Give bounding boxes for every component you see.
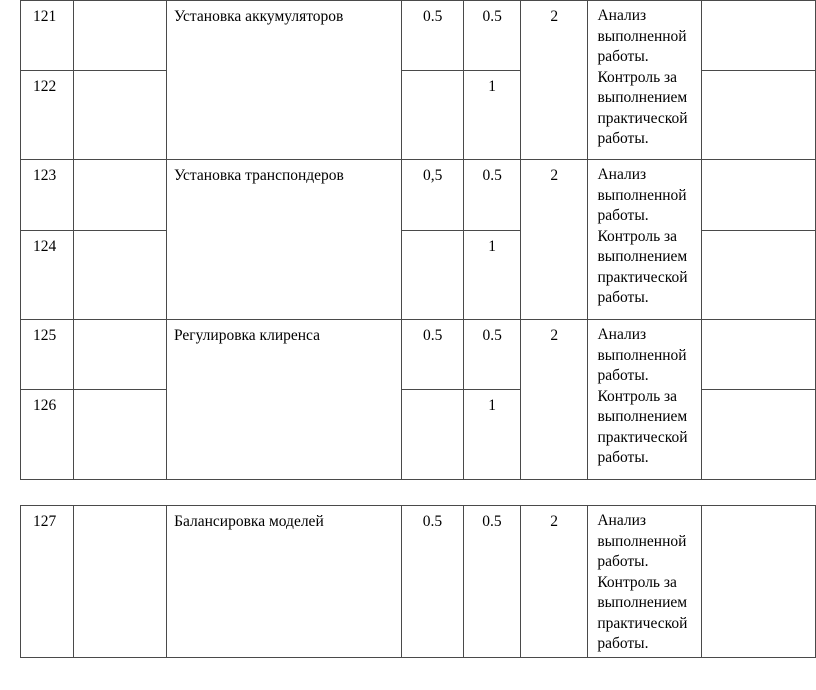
date-cell bbox=[73, 506, 167, 658]
remarks-cell bbox=[702, 1, 816, 71]
table-row bbox=[21, 1, 816, 71]
hours-practice: 0.5 bbox=[464, 320, 521, 390]
table-row bbox=[21, 506, 816, 658]
lesson-number: 126 bbox=[21, 390, 74, 480]
lesson-number: 124 bbox=[21, 231, 74, 320]
lesson-number: 125 bbox=[21, 320, 74, 390]
hours-theory bbox=[402, 231, 464, 320]
lesson-plan-table-continued bbox=[20, 505, 816, 658]
date-cell bbox=[73, 1, 166, 71]
lesson-topic: Регулировка клиренса bbox=[166, 320, 401, 480]
remarks-cell bbox=[701, 506, 815, 658]
control-form: Анализ выполненной работы. Контроль за выполнением практической работы. bbox=[588, 160, 702, 320]
hours-practice: 1 bbox=[464, 390, 521, 480]
hours-theory bbox=[402, 390, 464, 480]
remarks-cell bbox=[702, 231, 816, 320]
lesson-plan-table bbox=[20, 0, 816, 480]
lesson-number: 127 bbox=[21, 506, 74, 658]
lesson-topic: Установка аккумуляторов bbox=[166, 1, 401, 160]
date-cell bbox=[73, 160, 166, 231]
remarks-cell bbox=[702, 160, 816, 231]
hours-theory: 0.5 bbox=[402, 320, 464, 390]
lesson-topic: Установка транспондеров bbox=[166, 160, 401, 320]
lesson-number: 121 bbox=[21, 1, 74, 71]
hours-total: 2 bbox=[521, 160, 588, 320]
date-cell bbox=[73, 231, 166, 320]
hours-practice: 0.5 bbox=[464, 1, 521, 71]
hours-practice: 1 bbox=[464, 231, 521, 320]
lesson-number: 123 bbox=[21, 160, 74, 231]
date-cell bbox=[73, 320, 166, 390]
hours-total: 2 bbox=[521, 1, 588, 160]
control-form: Анализ выполненной работы. Контроль за выполнением практической работы. bbox=[588, 1, 702, 160]
date-cell bbox=[73, 71, 166, 160]
hours-theory bbox=[402, 71, 464, 160]
hours-practice: 1 bbox=[464, 71, 521, 160]
control-form: Анализ выполненной работы. Контроль за выполнением практической работы. bbox=[588, 320, 702, 480]
hours-total: 2 bbox=[520, 506, 587, 658]
hours-theory: 0.5 bbox=[402, 506, 464, 658]
date-cell bbox=[73, 390, 166, 480]
table-row bbox=[21, 320, 816, 390]
remarks-cell bbox=[702, 320, 816, 390]
hours-theory: 0.5 bbox=[402, 1, 464, 71]
hours-total: 2 bbox=[521, 320, 588, 480]
hours-practice: 0.5 bbox=[464, 160, 521, 231]
lesson-topic: Балансировка моделей bbox=[167, 506, 402, 658]
lesson-number: 122 bbox=[21, 71, 74, 160]
hours-theory: 0,5 bbox=[402, 160, 464, 231]
control-form: Анализ выполненной работы. Контроль за выполнением практической работы. bbox=[588, 506, 702, 658]
remarks-cell bbox=[702, 71, 816, 160]
hours-practice: 0.5 bbox=[463, 506, 520, 658]
remarks-cell bbox=[702, 390, 816, 480]
table-row bbox=[21, 160, 816, 231]
